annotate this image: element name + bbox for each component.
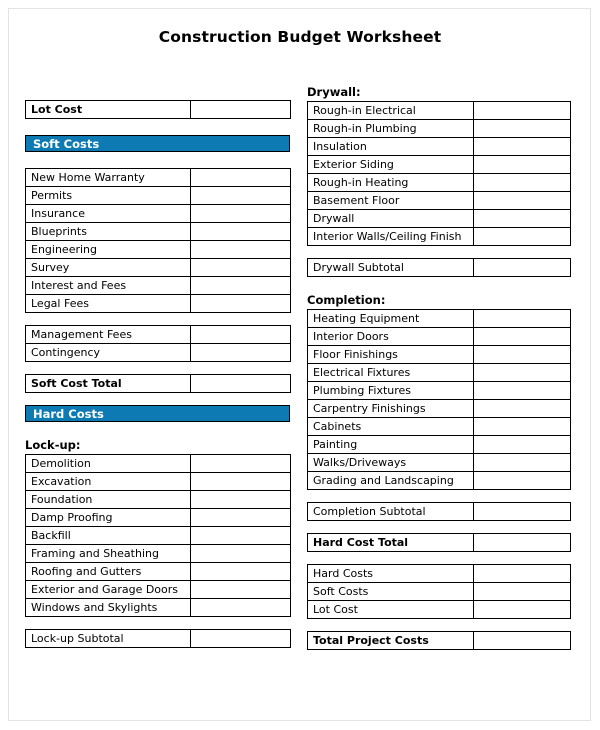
- item-value[interactable]: [474, 328, 571, 346]
- item-label: Interior Doors: [308, 328, 474, 346]
- table-row: [308, 601, 571, 619]
- soft-costs-extra-table: [25, 325, 291, 362]
- left-column: [25, 100, 290, 648]
- item-value[interactable]: [191, 326, 291, 344]
- table-row: [26, 527, 291, 545]
- item-value[interactable]: [474, 310, 571, 328]
- item-label: Exterior Siding: [308, 156, 474, 174]
- item-value[interactable]: [191, 455, 291, 473]
- page-title: Construction Budget Worksheet: [158, 28, 442, 46]
- item-label: Management Fees: [26, 326, 191, 344]
- item-value[interactable]: [191, 169, 291, 187]
- drywall-subtotal-label: Drywall Subtotal: [308, 259, 474, 277]
- completion-subtotal-value[interactable]: [474, 503, 571, 521]
- drywall-subtotal-value[interactable]: [474, 259, 571, 277]
- spacer: [307, 521, 570, 533]
- item-value[interactable]: [191, 599, 291, 617]
- table-row: [308, 382, 571, 400]
- table-row: [308, 156, 571, 174]
- item-label: Basement Floor: [308, 192, 474, 210]
- table-row: [308, 120, 571, 138]
- item-value[interactable]: [474, 138, 571, 156]
- table-row: [308, 228, 571, 246]
- item-value[interactable]: [474, 418, 571, 436]
- hard-cost-total-value[interactable]: [474, 534, 571, 552]
- item-label: Interior Walls/Ceiling Finish: [308, 228, 474, 246]
- item-label: Contingency: [26, 344, 191, 362]
- item-label: Floor Finishings: [308, 346, 474, 364]
- table-row: [308, 192, 571, 210]
- item-value[interactable]: [474, 565, 571, 583]
- table-row: [26, 277, 291, 295]
- table-row: [26, 169, 291, 187]
- item-label: Rough-in Plumbing: [308, 120, 474, 138]
- lockup-table: [25, 454, 291, 617]
- hard-costs-banner: [25, 405, 290, 422]
- item-value[interactable]: [474, 156, 571, 174]
- table-row: [308, 472, 571, 490]
- table-row: [308, 418, 571, 436]
- item-label: Damp Proofing: [26, 509, 191, 527]
- item-value[interactable]: [191, 295, 291, 313]
- item-label: Survey: [26, 259, 191, 277]
- total-project-costs-label: Total Project Costs: [308, 632, 474, 650]
- spacer: [25, 152, 290, 168]
- table-row: [26, 259, 291, 277]
- spacer: [307, 552, 570, 564]
- item-value[interactable]: [191, 473, 291, 491]
- item-value[interactable]: [474, 174, 571, 192]
- spacer: [307, 619, 570, 631]
- item-value[interactable]: [474, 382, 571, 400]
- item-label: Backfill: [26, 527, 191, 545]
- hard-costs-banner-label: Hard Costs: [33, 406, 104, 421]
- item-label: Grading and Landscaping: [308, 472, 474, 490]
- item-value[interactable]: [191, 545, 291, 563]
- item-label: Walks/Driveways: [308, 454, 474, 472]
- soft-cost-total-label: Soft Cost Total: [26, 375, 191, 393]
- table-row: [26, 581, 291, 599]
- spacer: [25, 617, 290, 629]
- table-row: [26, 187, 291, 205]
- table-row: [26, 241, 291, 259]
- table-row: [26, 563, 291, 581]
- item-label: Heating Equipment: [308, 310, 474, 328]
- item-label: Legal Fees: [26, 295, 191, 313]
- table-row: [26, 491, 291, 509]
- item-value[interactable]: [191, 259, 291, 277]
- table-row: [26, 545, 291, 563]
- item-value[interactable]: [474, 210, 571, 228]
- table-row: [308, 364, 571, 382]
- item-value[interactable]: [191, 563, 291, 581]
- item-value[interactable]: [191, 581, 291, 599]
- spacer: [25, 362, 290, 374]
- soft-costs-banner-label: Soft Costs: [33, 136, 100, 151]
- spacer: [25, 393, 290, 405]
- table-row: [308, 328, 571, 346]
- table-row: [308, 310, 571, 328]
- table-row: [308, 346, 571, 364]
- completion-subtotal-label: Completion Subtotal: [308, 503, 474, 521]
- item-value[interactable]: [474, 436, 571, 454]
- item-label: Permits: [26, 187, 191, 205]
- item-value[interactable]: [474, 228, 571, 246]
- item-label: Interest and Fees: [26, 277, 191, 295]
- item-value[interactable]: [474, 601, 571, 619]
- table-row: [26, 509, 291, 527]
- item-value[interactable]: [191, 187, 291, 205]
- item-label: Rough-in Heating: [308, 174, 474, 192]
- table-row: [308, 436, 571, 454]
- lot-cost-table: [25, 100, 291, 119]
- item-label: Lot Cost: [308, 601, 474, 619]
- item-value[interactable]: [191, 277, 291, 295]
- item-label: Demolition: [26, 455, 191, 473]
- table-row: [308, 259, 571, 277]
- spacer: [307, 277, 570, 293]
- hard-cost-total-table: [307, 533, 571, 552]
- completion-heading: Completion:: [307, 293, 386, 307]
- table-row: [308, 534, 571, 552]
- right-column: [307, 85, 570, 650]
- drywall-table: [307, 101, 571, 246]
- table-row: [26, 473, 291, 491]
- item-label: Hard Costs: [308, 565, 474, 583]
- soft-cost-total-value[interactable]: [191, 375, 291, 393]
- table-row: [308, 583, 571, 601]
- soft-costs-table: [25, 168, 291, 313]
- lockup-subtotal-table: [25, 629, 291, 648]
- table-row: [26, 344, 291, 362]
- soft-cost-total-table: [25, 374, 291, 393]
- item-label: Insulation: [308, 138, 474, 156]
- table-row: [26, 295, 291, 313]
- summary-table: [307, 564, 571, 619]
- table-row: [26, 455, 291, 473]
- item-label: Insurance: [26, 205, 191, 223]
- lockup-subtotal-label: Lock-up Subtotal: [26, 630, 191, 648]
- lockup-subtotal-value[interactable]: [191, 630, 291, 648]
- table-row: [308, 632, 571, 650]
- item-value[interactable]: [474, 364, 571, 382]
- item-label: Framing and Sheathing: [26, 545, 191, 563]
- table-row: [26, 101, 291, 119]
- item-value[interactable]: [191, 223, 291, 241]
- item-label: Soft Costs: [308, 583, 474, 601]
- soft-costs-banner: [25, 135, 290, 152]
- item-label: Blueprints: [26, 223, 191, 241]
- spacer: [307, 490, 570, 502]
- item-value[interactable]: [191, 241, 291, 259]
- item-label: Windows and Skylights: [26, 599, 191, 617]
- item-label: Roofing and Gutters: [26, 563, 191, 581]
- table-row: [308, 400, 571, 418]
- item-label: Excavation: [26, 473, 191, 491]
- spacer: [307, 246, 570, 258]
- item-value[interactable]: [474, 102, 571, 120]
- spacer: [25, 119, 290, 135]
- item-value[interactable]: [474, 400, 571, 418]
- table-row: [308, 174, 571, 192]
- item-label: Cabinets: [308, 418, 474, 436]
- lockup-heading: Lock-up:: [25, 438, 81, 452]
- item-label: Painting: [308, 436, 474, 454]
- total-project-costs-table: [307, 631, 571, 650]
- item-value[interactable]: [191, 491, 291, 509]
- item-value[interactable]: [474, 192, 571, 210]
- item-label: Foundation: [26, 491, 191, 509]
- item-label: Carpentry Finishings: [308, 400, 474, 418]
- drywall-heading: Drywall:: [307, 85, 361, 99]
- item-value[interactable]: [191, 205, 291, 223]
- item-value[interactable]: [474, 346, 571, 364]
- item-value[interactable]: [474, 583, 571, 601]
- item-value[interactable]: [191, 527, 291, 545]
- item-value[interactable]: [191, 509, 291, 527]
- table-row: [26, 223, 291, 241]
- lot-cost-label: Lot Cost: [26, 101, 191, 119]
- table-row: [308, 503, 571, 521]
- item-label: Plumbing Fixtures: [308, 382, 474, 400]
- item-value[interactable]: [474, 120, 571, 138]
- item-label: Exterior and Garage Doors: [26, 581, 191, 599]
- table-row: [308, 454, 571, 472]
- hard-cost-total-label: Hard Cost Total: [308, 534, 474, 552]
- lot-cost-value[interactable]: [191, 101, 291, 119]
- table-row: [26, 205, 291, 223]
- table-row: [26, 326, 291, 344]
- table-row: [308, 102, 571, 120]
- total-project-costs-value[interactable]: [474, 632, 571, 650]
- table-row: [308, 565, 571, 583]
- item-label: Drywall: [308, 210, 474, 228]
- spacer: [25, 422, 290, 438]
- item-value[interactable]: [191, 344, 291, 362]
- completion-table: [307, 309, 571, 490]
- table-row: [26, 599, 291, 617]
- item-value[interactable]: [474, 472, 571, 490]
- table-row: [26, 630, 291, 648]
- item-label: New Home Warranty: [26, 169, 191, 187]
- item-label: Electrical Fixtures: [308, 364, 474, 382]
- drywall-subtotal-table: [307, 258, 571, 277]
- item-value[interactable]: [474, 454, 571, 472]
- table-row: [26, 375, 291, 393]
- spacer: [25, 313, 290, 325]
- completion-subtotal-table: [307, 502, 571, 521]
- table-row: [308, 138, 571, 156]
- table-row: [308, 210, 571, 228]
- item-label: Rough-in Electrical: [308, 102, 474, 120]
- item-label: Engineering: [26, 241, 191, 259]
